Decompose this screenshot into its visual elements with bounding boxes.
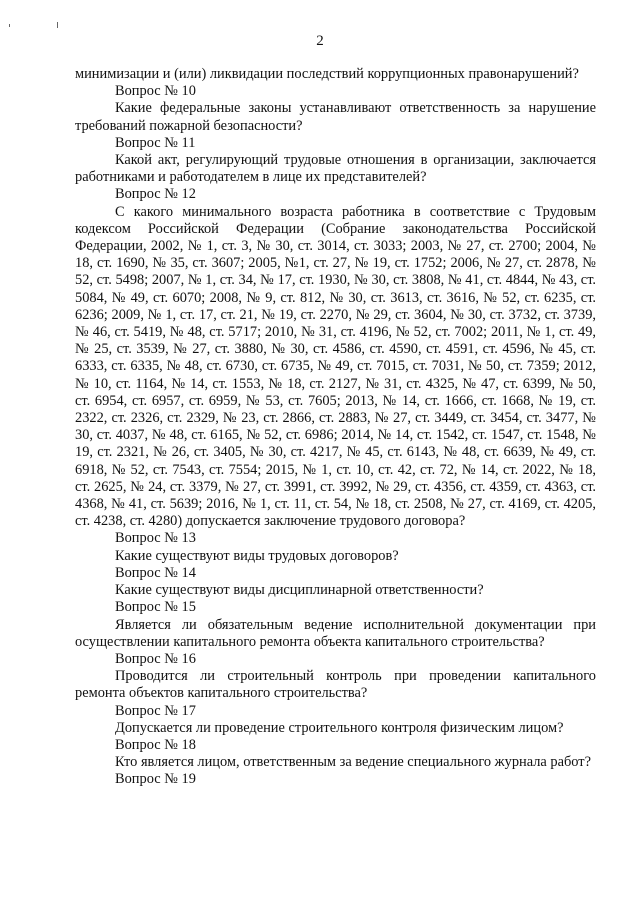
question-heading: Вопрос № 12 <box>115 186 196 203</box>
question-heading: Вопрос № 19 <box>115 771 196 788</box>
scan-mark <box>57 22 58 28</box>
paragraph-text: Какие существуют виды дисциплинарной ответственности? <box>115 582 484 599</box>
question-heading: Вопрос № 15 <box>115 599 196 616</box>
paragraph-text: Кто является лицом, ответственным за ведение специального журнала работ? <box>115 754 591 771</box>
scan-mark <box>9 24 10 27</box>
paragraph-text: Какие существуют виды трудовых договоров? <box>115 547 399 564</box>
paragraph-text: Проводится ли строительный контроль при проведении капитального ремонта объектов капитального строительства? <box>75 668 596 702</box>
paragraph-text: минимизации и (или) ликвидации последствий коррупционных правонарушений? <box>75 66 579 82</box>
question-heading: Вопрос № 11 <box>115 134 196 151</box>
document-body <box>75 66 596 789</box>
question-heading: Вопрос № 16 <box>115 650 196 667</box>
paragraph-text: Какой акт, регулирующий трудовые отношения в организации, заключается работниками и работодателем в лице их представителей? <box>75 152 596 186</box>
question-heading: Вопрос № 13 <box>115 530 196 547</box>
paragraph-text: С какого минимального возраста работника в соответствие с Трудовым кодексом Российской Федерации (Собрание законодательства Российской Федерации, 2002, № 1, ст. 3, № 30, ст. 3014, ст. 3033; 2003, № 27, ст. 2700; 2004, № 18, ст. 1690, № 35, ст. 3607; 2005, №1, ст. 27, № 19, ст. 1752; 2006, № 27, ст. 2878, № 52, ст. 5498; 2007, № 1, ст. 34, № 17, ст. 1930, № 30, ст. 3808, № 41, ст. 4844, № 43, ст. 5084, № 49, ст. 6070; 2008, № 9, ст. 812, № 30, ст. 3613, ст. 3616, № 52, ст. 6235, ст. 6236; 2009, № 1, ст. 17, ст. 21, № 19, ст. 2270, № 29, ст. 3604, № 30, ст. 3732, ст. 3739, № 46, ст. 5419, № 48, ст. 5717; 2010, № 31, ст. 4196, № 52, ст. 7002; 2011, № 1, ст. 49, № 25, ст. 3539, № 27, ст. 3880, № 30, ст. 4586, ст. 4590, ст. 4591, ст. 4596, № 45, ст. 6333, ст. 6335, № 48, ст. 6730, ст. 6735, № 49, ст. 7015, ст. 7031, № 50, ст. 7359; 2012, № 10, ст. 1164, № 14, ст. 1553, № 18, ст. 2127, № 31, ст. 4325, № 47, ст. 6399, № 50, ст. 6954, ст. 6957, ст. 6959, № 53, ст. 7605; 2013, № 14, ст. 1666, ст. 1668, № 19, ст. 2322, ст. 2326, ст. 2329, № 23, ст. 2866, ст. 2883, № 27, ст. 3449, ст. 3454, ст. 3477, № 30, ст. 4037, № 48, ст. 6165, № 52, ст. 6986; 2014, № 14, ст. 1542, ст. 1547, ст. 1548, № 19, ст. 2321, № 26, ст. 3405, № 30, ст. 4217, № 45, ст. 6143, № 48, ст. 6639, № 49, ст. 6918, № 52, ст. 7543, ст. 7554; 2015, № 1, ст. 10, ст. 42, ст. 72, № 14, ст. 2022, № 18, ст. 2625, № 24, ст. 3379, № 27, ст. 3991, ст. 3992, № 29, ст. 4356, ст. 4359, ст. 4363, ст. 4368, № 41, ст. 5639; 2016, № 1, ст. 11, ст. 54, № 18, ст. 2508, № 27, ст. 4169, ст. 4205, ст. 4238, ст. 4280) допускается заключение трудового договора? <box>75 203 596 530</box>
paragraph-text: Является ли обязательным ведение исполнительной документации при осуществлении капитального ремонта объекта капитального строительства? <box>75 616 596 650</box>
paragraph-text: Какие федеральные законы устанавливают ответственность за нарушение требований пожарной безопасности? <box>75 100 596 134</box>
page-number: 2 <box>316 33 324 49</box>
question-heading: Вопрос № 14 <box>115 564 196 581</box>
question-heading: Вопрос № 10 <box>115 83 196 100</box>
question-heading: Вопрос № 18 <box>115 736 196 753</box>
question-heading: Вопрос № 17 <box>115 702 196 719</box>
paragraph-text: Допускается ли проведение строительного контроля физическим лицом? <box>115 719 564 736</box>
